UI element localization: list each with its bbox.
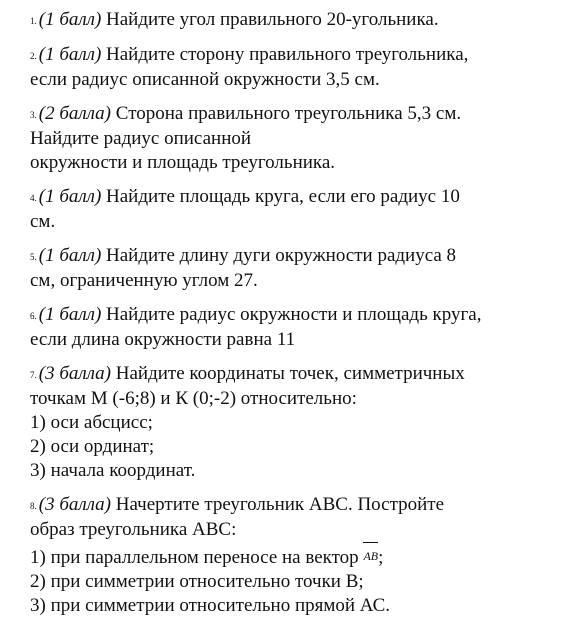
task-6	[30, 303, 560, 352]
task-text: Найдите угол правильного 20-угольника.	[101, 9, 439, 30]
task-text-line: см.	[30, 211, 56, 232]
task-points: (1 балл)	[38, 44, 102, 65]
task-number: 6.	[30, 311, 37, 321]
task-subitem: 1) оси абсцисс;	[30, 412, 153, 433]
task-5	[30, 244, 560, 293]
task-heading	[30, 362, 560, 387]
task-points: (1 балл)	[38, 186, 102, 207]
task-text-line: Найдите радиус описанной	[30, 128, 252, 149]
task-subitem: 2) при симметрии относительно точки В;	[30, 571, 364, 592]
task-text: Сторона правильного треугольника 5,3 см.	[111, 103, 462, 124]
task-heading	[30, 43, 560, 68]
task-subitem-text: 1) при параллельном переносе на вектор	[30, 547, 364, 568]
task-8	[30, 493, 560, 618]
task-text-line: образ треугольника АВС:	[30, 519, 237, 540]
task-text-line: см, ограниченную углом 27.	[30, 270, 258, 291]
task-heading	[30, 185, 560, 210]
task-number: 7.	[30, 370, 37, 380]
task-text-line: окружности и площадь треугольника.	[30, 152, 336, 173]
task-subitem	[30, 542, 560, 570]
task-text-line: точкам М (-6;8) и К (0;-2) относительно:	[30, 388, 357, 409]
worksheet	[30, 8, 560, 628]
task-text-line: если длина окружности равна 11	[30, 329, 296, 350]
task-subitem-text: ;	[378, 547, 384, 568]
task-number: 8.	[30, 501, 37, 511]
task-subitem: 2) оси ординат;	[30, 436, 155, 457]
task-text: Найдите длину дуги окружности радиуса 8	[101, 245, 457, 266]
task-points: (1 балл)	[38, 9, 102, 30]
task-subitem: 3) начала координат.	[30, 460, 196, 481]
task-text: Найдите площадь круга, если его радиус 10	[101, 186, 460, 207]
vector-ab: AB	[363, 542, 378, 568]
task-text-line: если радиус описанной окружности 3,5 см.	[30, 69, 380, 90]
task-1	[30, 8, 560, 33]
task-heading	[30, 244, 560, 269]
task-heading	[30, 8, 560, 33]
task-points: (3 балла)	[38, 494, 112, 515]
task-text: Найдите радиус окружности и площадь круга,	[101, 304, 482, 325]
task-7	[30, 362, 560, 483]
task-text: Найдите координаты точек, симметричных	[111, 363, 465, 384]
task-number: 3.	[30, 110, 37, 120]
task-2	[30, 43, 560, 92]
task-heading	[30, 493, 560, 518]
task-4	[30, 185, 560, 234]
task-subitem: 3) при симметрии относительно прямой АС.	[30, 595, 391, 616]
task-3	[30, 102, 560, 175]
task-heading	[30, 102, 560, 127]
task-heading	[30, 303, 560, 328]
task-points: (2 балла)	[38, 103, 112, 124]
task-number: 4.	[30, 193, 37, 203]
task-points: (3 балла)	[38, 363, 112, 384]
task-points: (1 балл)	[38, 304, 102, 325]
task-text: Найдите сторону правильного треугольника,	[101, 44, 469, 65]
task-number: 1.	[30, 16, 37, 26]
task-points: (1 балл)	[38, 245, 102, 266]
task-text: Начертите треугольник АВС. Постройте	[111, 494, 445, 515]
task-number: 5.	[30, 252, 37, 262]
task-number: 2.	[30, 51, 37, 61]
